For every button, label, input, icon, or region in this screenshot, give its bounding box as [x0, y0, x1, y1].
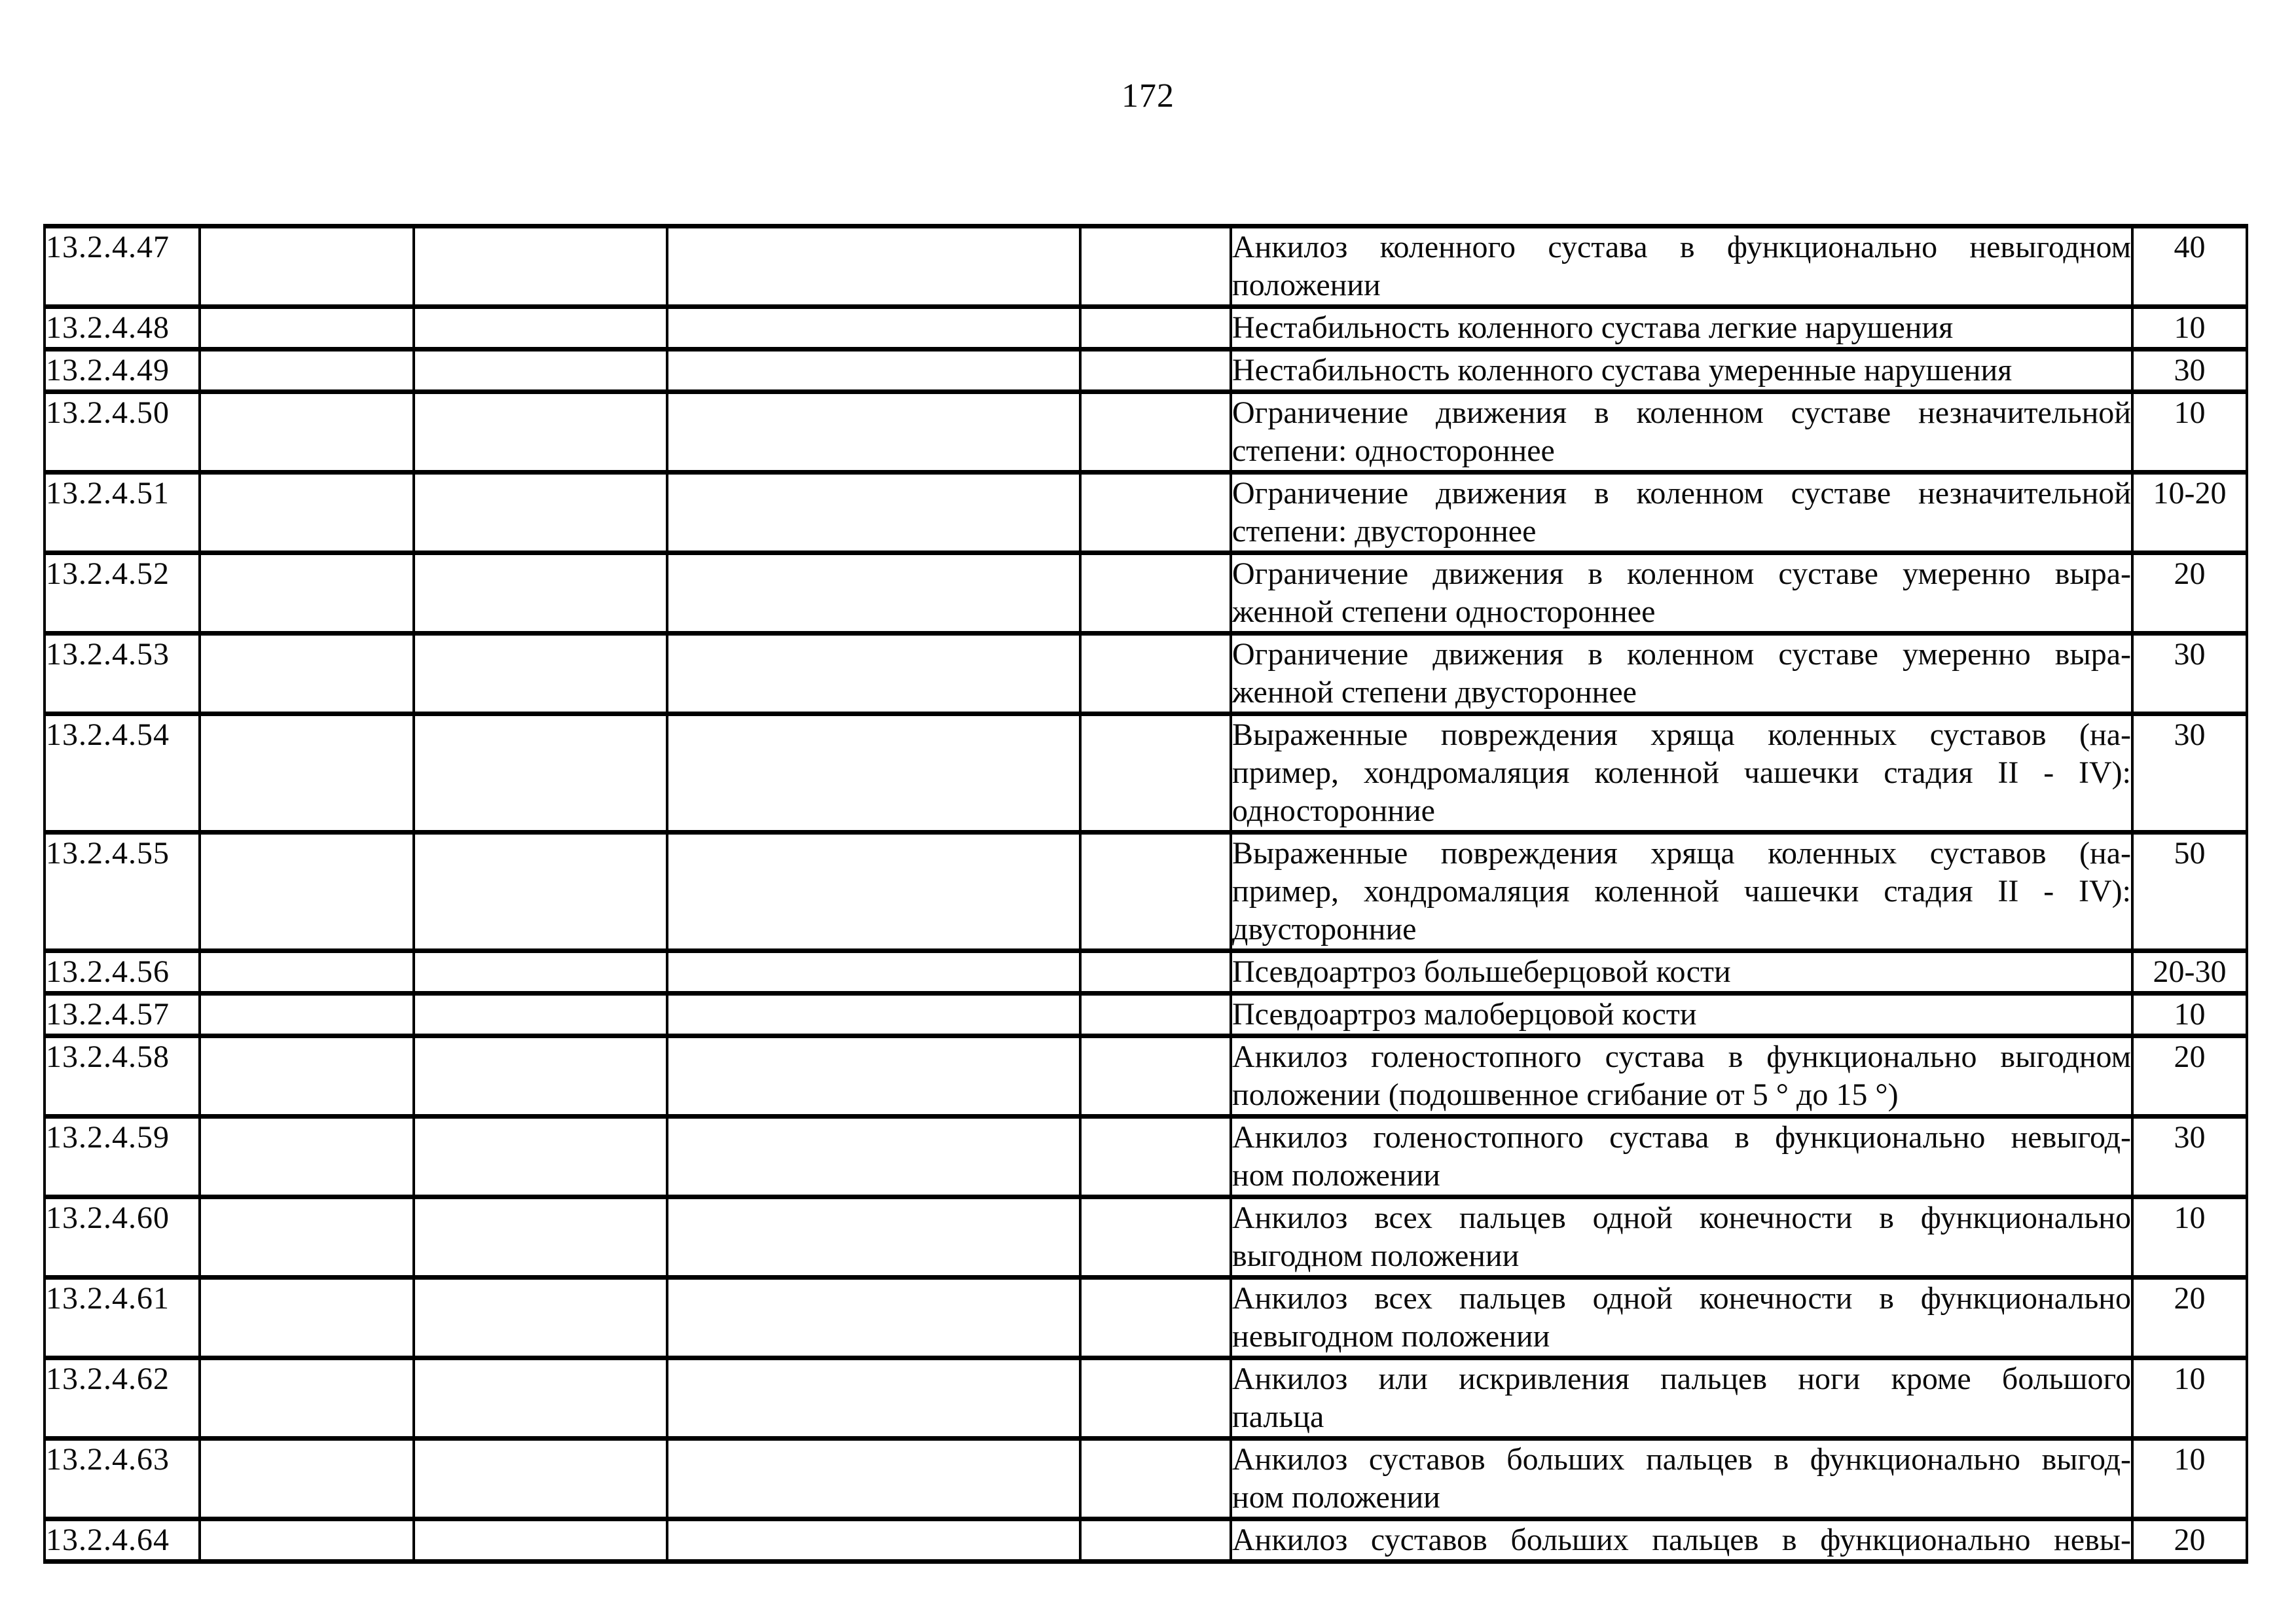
empty-cell: [200, 833, 414, 951]
table-row: [45, 994, 2247, 1036]
empty-cell: [667, 1439, 1080, 1519]
empty-cell: [200, 634, 414, 714]
table-row: [45, 1278, 2247, 1358]
empty-cell: [667, 553, 1080, 634]
page-number: 172: [1121, 77, 1175, 115]
empty-cell: [667, 994, 1080, 1036]
empty-cell: [667, 350, 1080, 392]
table-row: [45, 1439, 2247, 1519]
code-cell: 13.2.4.54: [45, 714, 200, 833]
empty-cell: [414, 951, 667, 994]
value-cell: 50: [2132, 833, 2247, 951]
empty-cell: [200, 1036, 414, 1117]
description-line: Анкилоз суставов больших пальцев в функционально невы-: [1232, 1523, 2131, 1557]
empty-cell: [1080, 833, 1231, 951]
code-cell: 13.2.4.55: [45, 833, 200, 951]
description-line: Псевдоартроз большеберцовой кости: [1232, 954, 1731, 989]
disability-rating-table: [43, 224, 2248, 1564]
description-line: Анкилоз всех пальцев одной конечности в функционально: [1232, 1281, 2131, 1316]
empty-cell: [1080, 1439, 1231, 1519]
empty-cell: [1080, 350, 1231, 392]
empty-cell: [1080, 1278, 1231, 1358]
value-cell: 40: [2132, 226, 2247, 307]
empty-cell: [667, 714, 1080, 833]
empty-cell: [414, 1439, 667, 1519]
empty-cell: [414, 392, 667, 473]
empty-cell: [1080, 1197, 1231, 1278]
table-row: [45, 392, 2247, 473]
description-cell: [1231, 1117, 2132, 1197]
empty-cell: [1080, 1358, 1231, 1439]
empty-cell: [1080, 994, 1231, 1036]
description-cell: [1231, 634, 2132, 714]
empty-cell: [200, 951, 414, 994]
table-row: [45, 350, 2247, 392]
empty-cell: [1080, 553, 1231, 634]
empty-cell: [1080, 1117, 1231, 1197]
empty-cell: [414, 634, 667, 714]
empty-cell: [667, 1358, 1080, 1439]
empty-cell: [200, 1519, 414, 1562]
description-line: пример, хондромаляция коленной чашечки стадия II - IV):: [1232, 874, 2131, 909]
empty-cell: [1080, 307, 1231, 350]
code-cell: 13.2.4.64: [45, 1519, 200, 1562]
empty-cell: [667, 1519, 1080, 1562]
description-cell: [1231, 833, 2132, 951]
empty-cell: [667, 634, 1080, 714]
value-cell: 30: [2132, 350, 2247, 392]
empty-cell: [667, 951, 1080, 994]
table-row: [45, 1117, 2247, 1197]
description-line: Выраженные повреждения хряща коленных суставов (на-: [1232, 717, 2131, 752]
empty-cell: [200, 994, 414, 1036]
description-line: Анкилоз или искривления пальцев ноги кроме большого: [1232, 1362, 2131, 1396]
code-cell: 13.2.4.53: [45, 634, 200, 714]
code-cell: 13.2.4.59: [45, 1117, 200, 1197]
description-cell: [1231, 1036, 2132, 1117]
table-row: [45, 833, 2247, 951]
empty-cell: [414, 994, 667, 1036]
table-row: [45, 1519, 2247, 1562]
empty-cell: [667, 473, 1080, 553]
value-cell: 20: [2132, 1278, 2247, 1358]
description-line: невыгодном положении: [1232, 1319, 1550, 1354]
table-row: [45, 226, 2247, 307]
table-row: [45, 634, 2247, 714]
value-cell: 10: [2132, 1358, 2247, 1439]
description-line: Псевдоартроз малоберцовой кости: [1232, 997, 1697, 1032]
description-line: двусторонние: [1232, 912, 1417, 947]
description-line: Нестабильность коленного сустава легкие нарушения: [1232, 310, 1954, 345]
code-cell: 13.2.4.51: [45, 473, 200, 553]
value-cell: 30: [2132, 634, 2247, 714]
value-cell: 10: [2132, 392, 2247, 473]
description-line: Выраженные повреждения хряща коленных суставов (на-: [1232, 836, 2131, 871]
description-cell: [1231, 1278, 2132, 1358]
table-row: [45, 1036, 2247, 1117]
empty-cell: [1080, 714, 1231, 833]
code-cell: 13.2.4.52: [45, 553, 200, 634]
value-cell: 20: [2132, 553, 2247, 634]
empty-cell: [1080, 634, 1231, 714]
empty-cell: [200, 473, 414, 553]
description-cell: [1231, 226, 2132, 307]
empty-cell: [667, 1278, 1080, 1358]
empty-cell: [200, 1439, 414, 1519]
empty-cell: [667, 226, 1080, 307]
code-cell: 13.2.4.49: [45, 350, 200, 392]
code-cell: 13.2.4.56: [45, 951, 200, 994]
description-line: Ограничение движения в коленном суставе умеренно выра-: [1232, 556, 2131, 591]
description-line: выгодном положении: [1232, 1238, 1520, 1273]
value-cell: 20: [2132, 1036, 2247, 1117]
code-cell: 13.2.4.60: [45, 1197, 200, 1278]
code-cell: 13.2.4.61: [45, 1278, 200, 1358]
value-cell: 10: [2132, 1197, 2247, 1278]
empty-cell: [414, 1197, 667, 1278]
empty-cell: [414, 1358, 667, 1439]
description-line: пальца: [1232, 1399, 1324, 1434]
description-line: ном положении: [1232, 1480, 1440, 1515]
empty-cell: [667, 1036, 1080, 1117]
description-cell: [1231, 473, 2132, 553]
value-cell: 30: [2132, 714, 2247, 833]
empty-cell: [200, 714, 414, 833]
description-cell: [1231, 307, 2132, 350]
description-line: Анкилоз голеностопного сустава в функционально выгодном: [1232, 1039, 2131, 1074]
value-cell: 10: [2132, 994, 2247, 1036]
description-line: Ограничение движения в коленном суставе незначительной: [1232, 476, 2131, 511]
empty-cell: [200, 1358, 414, 1439]
empty-cell: [200, 392, 414, 473]
empty-cell: [667, 1117, 1080, 1197]
empty-cell: [200, 1197, 414, 1278]
empty-cell: [414, 226, 667, 307]
empty-cell: [414, 1036, 667, 1117]
description-line: женной степени двустороннее: [1232, 675, 1637, 710]
description-cell: [1231, 392, 2132, 473]
value-cell: 30: [2132, 1117, 2247, 1197]
code-cell: 13.2.4.58: [45, 1036, 200, 1117]
empty-cell: [414, 1519, 667, 1562]
empty-cell: [1080, 1036, 1231, 1117]
empty-cell: [200, 553, 414, 634]
description-line: Анкилоз всех пальцев одной конечности в функционально: [1232, 1200, 2131, 1235]
description-line: пример, хондромаляция коленной чашечки стадия II - IV):: [1232, 755, 2131, 790]
value-cell: 10: [2132, 307, 2247, 350]
code-cell: 13.2.4.62: [45, 1358, 200, 1439]
description-cell: [1231, 1439, 2132, 1519]
description-line: Анкилоз голеностопного сустава в функционально невыгод-: [1232, 1120, 2131, 1155]
table-row: [45, 951, 2247, 994]
description-cell: [1231, 951, 2132, 994]
description-line: положении (подошвенное сгибание от 5 ° до 15 °): [1232, 1077, 1899, 1112]
empty-cell: [200, 1117, 414, 1197]
empty-cell: [414, 833, 667, 951]
description-line: Нестабильность коленного сустава умеренные нарушения: [1232, 353, 2013, 388]
empty-cell: [1080, 473, 1231, 553]
empty-cell: [667, 1197, 1080, 1278]
description-cell: [1231, 350, 2132, 392]
description-line: односторонние: [1232, 793, 1435, 828]
description-cell: [1231, 1519, 2132, 1562]
table-row: [45, 307, 2247, 350]
description-line: ном положении: [1232, 1158, 1440, 1193]
description-cell: [1231, 1358, 2132, 1439]
empty-cell: [414, 307, 667, 350]
code-cell: 13.2.4.48: [45, 307, 200, 350]
description-line: степени: одностороннее: [1232, 433, 1555, 468]
empty-cell: [200, 307, 414, 350]
empty-cell: [667, 833, 1080, 951]
table-row: [45, 1358, 2247, 1439]
table-row: [45, 714, 2247, 833]
value-cell: 10-20: [2132, 473, 2247, 553]
description-line: Анкилоз коленного сустава в функционально невыгодном: [1232, 230, 2131, 264]
table-body: [45, 226, 2247, 1562]
empty-cell: [667, 307, 1080, 350]
description-line: степени: двустороннее: [1232, 514, 1537, 549]
table-row: [45, 473, 2247, 553]
value-cell: 10: [2132, 1439, 2247, 1519]
description-cell: [1231, 1197, 2132, 1278]
description-line: женной степени одностороннее: [1232, 594, 1656, 629]
table-row: [45, 1197, 2247, 1278]
empty-cell: [414, 1117, 667, 1197]
empty-cell: [200, 226, 414, 307]
code-cell: 13.2.4.47: [45, 226, 200, 307]
empty-cell: [414, 714, 667, 833]
description-line: Анкилоз суставов больших пальцев в функционально выгод-: [1232, 1442, 2131, 1477]
empty-cell: [414, 1278, 667, 1358]
code-cell: 13.2.4.63: [45, 1439, 200, 1519]
empty-cell: [200, 1278, 414, 1358]
description-line: положении: [1232, 268, 1381, 302]
description-cell: [1231, 994, 2132, 1036]
empty-cell: [414, 473, 667, 553]
value-cell: 20: [2132, 1519, 2247, 1562]
empty-cell: [1080, 392, 1231, 473]
empty-cell: [667, 392, 1080, 473]
empty-cell: [1080, 1519, 1231, 1562]
empty-cell: [1080, 226, 1231, 307]
value-cell: 20-30: [2132, 951, 2247, 994]
description-cell: [1231, 714, 2132, 833]
empty-cell: [414, 350, 667, 392]
empty-cell: [200, 350, 414, 392]
code-cell: 13.2.4.57: [45, 994, 200, 1036]
description-line: Ограничение движения в коленном суставе незначительной: [1232, 395, 2131, 430]
empty-cell: [1080, 951, 1231, 994]
table-row: [45, 553, 2247, 634]
description-line: Ограничение движения в коленном суставе умеренно выра-: [1232, 637, 2131, 672]
code-cell: 13.2.4.50: [45, 392, 200, 473]
description-cell: [1231, 553, 2132, 634]
empty-cell: [414, 553, 667, 634]
